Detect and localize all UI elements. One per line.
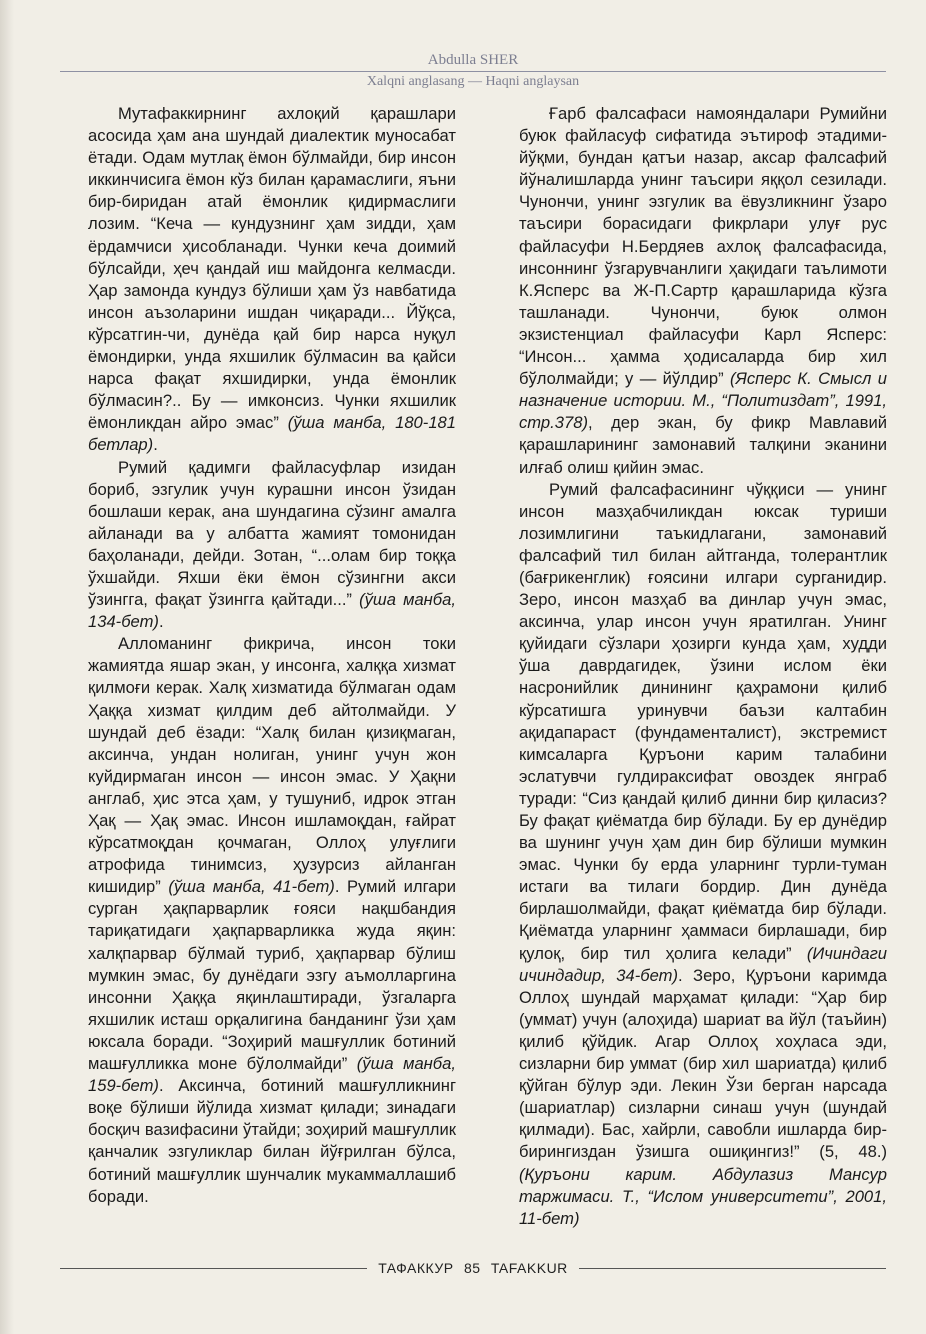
header-author: Abdulla SHER bbox=[427, 52, 519, 68]
paragraph: Румий фалсафасининг чўққиси — унинг инсон мазҳабчиликдан юксак туриши лозимлигини таъкидлагани, замонавий фалсафий тил билан айтганда, толерантлик (бағрикенглик) ғоясини илгари сурганидир. Зеро, инсон мазҳаб ва динлар учун эмас, аксинча, улар инсон учун яратилган. Унинг қуйидаги сўзлари ҳозирги кунда ҳам, худди ўша даврдагидек, ўзини ислом ёки насронийлик динининг қаҳрамони қилиб кўрсатишга уринувчи баъзи калтабин ақидапараст (фундаменталист), экстремист кимсаларга Қуръони карим талабини эслатувчи гулдираксифат овоздек янграб туради: “Сиз қандай қилиб динни бир қиласиз? Бу фақат қиёматда бир бўлади. Бу ер дунёдир ва шунинг учун ҳам дин бир бўлиши мумкин эмас. Чунки бу ерда уларнинг турли-туман истаги ва тилаги бордир. Дин дунёда бирлашолмайди, фақат қиёматда бир бўлади. Қиёматда уларнинг ҳаммаси бирлашади, бир қулоқ, бир тил ҳолига келади” (Ичиндаги ичиндадир, 34-бет). Зеро, Қуръони каримда Оллоҳ шундай марҳамат қилади: “Ҳар бир (уммат) учун (алоҳида) шариат ва йўл (таъйин) қилиб қўйдик. Агар Оллоҳ хоҳласа эди, сизларни бир уммат (бир хил шариатда) қилиб қўйган бўлур эди. Лекин Ўзи берган нарсада (шариатлар) сизларни синаш учун (шундай қилмади). Бас, хайрли, савобли ишларда бир-бирингиздан ўзишга ошиқингиз!” (5, 48.) (Қуръони карим. Абдулазиз Мансур таржимаси. Т., “Ислом университети”, 2001, 11-бет) bbox=[519, 479, 887, 1228]
citation: (ўша манба, 180-181 бетлар) bbox=[88, 413, 456, 455]
citation: (ўша манба, 159-бет) bbox=[88, 1054, 456, 1096]
footer-right-word: TAFAKKUR bbox=[490, 1260, 568, 1276]
paragraph: Румий қадимги файласуфлар изидан бориб, эзгулик учун курашни инсон ўзидан бошлаши керак, ана шундагина сўзинг амалга айланади ва у албатта жамият томонидан баҳоланади, дейди. Зотан, “...олам бир тоққа ўхшайди. Яхши ёки ёмон сўзингни акси ўзингга, фақат ўзингга қайтади...” (ўша манба, 134-бет). bbox=[88, 457, 456, 632]
citation: (Қуръони карим. Абдулазиз Мансур таржимаси. Т., “Ислом университети”, 2001, 11-бет) bbox=[519, 1164, 887, 1228]
page-number: 85 bbox=[463, 1260, 481, 1276]
running-footer bbox=[60, 1258, 886, 1278]
footer-rule-left bbox=[60, 1268, 367, 1269]
citation: (ўша манба, 134-бет) bbox=[88, 590, 456, 632]
citation: (Ичиндаги ичиндадир, 34-бет) bbox=[519, 943, 887, 985]
footer-left-word: ТАФАККУР bbox=[378, 1260, 454, 1276]
left-column bbox=[88, 103, 456, 1208]
header-subtitle: Xalqni anglasang — Haqni anglaysan bbox=[366, 74, 580, 89]
citation: (ўша манба, 41-бет) bbox=[168, 877, 335, 897]
citation: (Ясперс К. Смысл и назначение истории. М., “Политиздат”, 1991, стр.378) bbox=[519, 369, 887, 433]
header-rule bbox=[60, 71, 886, 72]
paragraph: Ғарб фалсафаси намояндалари Румийни буюк файласуф сифатида эътироф этадими-йўқми, бундан қатъи назар, аксар фалсафий йўналишларда унинг таъсири яққол сезилади. Чунончи, унинг эзгулик ва ёвузликнинг ўзаро таъсири борасидаги фикрлари улуғ рус файласуфи Н.Бердяев ахлоқ фалсафасида, инсоннинг ўзгарувчанлиги ҳақидаги таълимоти К.Ясперс ва Ж-П.Сартр қарашларида кўзга ташланади. Чунончи, буюк олмон экзистенциал файласуфи Карл Ясперс: “Инсон... ҳамма ҳодисаларда бир хил бўлолмайди; у — йўлдир” (Ясперс К. Смысл и назначение истории. М., “Политиздат”, 1991, стр.378), дер экан, бу фикр Мавлавий қарашларининг замонавий талқини эканини илғаб олиш қийин эмас. bbox=[519, 104, 887, 477]
right-column bbox=[519, 103, 887, 1230]
page-edge-shadow bbox=[0, 0, 14, 1334]
paragraph: Алломанинг фикрича, инсон токи жамиятда яшар экан, у инсонга, халққа хизмат қилмоғи керак. Халқ хизматида бўлмаган одам Ҳаққа хизмат қилдим деб айтолмайди. У шундай деб ёзади: “Халқ билан қизиқмаган, аксинча, ундан нолиган, унинг учун жон куйдирмаган инсон — инсон эмас. У Ҳақни англаб, ҳис этса ҳам, у тушуниб, идрок этган Ҳақ — Ҳақ эмас. Инсон ишламоқдан, ғайрат кўрсатмоқдан қочмаган, Оллоҳ улуғлиги атрофида тинимсиз, ҳузурсиз айланган кишидир” (ўша манба, 41-бет). Румий илгари сурган ҳақпарварлик ғояси нақшбандия тариқатидаги ҳақпарварликка жуда яқин: халқпарвар бўлмай туриб, ҳақпарвар бўлиш мумкин эмас, бу дунёдаги эзгу аъмолларгина инсонни Ҳаққа яқинлаштиради, ўзгаларга яхшилик исташ орқалигина банданинг ўзи ҳам юксала боради. “Зоҳирий машғуллик ботиний машғулликка моне бўлолмайди” (ўша манба, 159-бет). Аксинча, ботиний машғулликнинг воқе бўлиши йўлида хизмат қилади; зинадаги босқич вазифасини ўтайди; зоҳирий машғуллик қанчалик эзгуликлар билан йўғрилган бўлса, ботиний машғуллик шунчалик мукаммаллашиб боради. bbox=[88, 634, 456, 1206]
running-header bbox=[60, 52, 886, 92]
paragraph: Мутафаккирнинг ахлоқий қарашлари асосида ҳам ана шундай диалектик муносабат ётади. Одам мутлақ ёмон бўлмайди, бир инсон иккинчисига ёмон кўз билан қарамаслиги, яъни бир-биридан атай ёмонлик қидирмаслиги лозим. “Кеча — кундузнинг ҳам зидди, ҳам ёрдамчиси ҳисобланади. Чунки кеча доимий бўлсайди, ҳеч қандай иш майдонга келмасди. Ҳар замонда кундуз бўлиши ҳам ўз навбатида инсон аъзоларини ишдан чиқаради... Йўқса, кўрсатгин-чи, дунёда қай бир нарса нуқул ёмондирки, унда яхшилик бўлмасин ва қайси нарса фақат яхшидирки, унда ёмонлик бўлмасин?.. Бу — имконсиз. Чунки яхшилик ёмонликдан айро эмас” (ўша манба, 180-181 бетлар). bbox=[88, 104, 456, 455]
footer-rule-right bbox=[579, 1268, 886, 1269]
footer-label bbox=[367, 1260, 579, 1276]
